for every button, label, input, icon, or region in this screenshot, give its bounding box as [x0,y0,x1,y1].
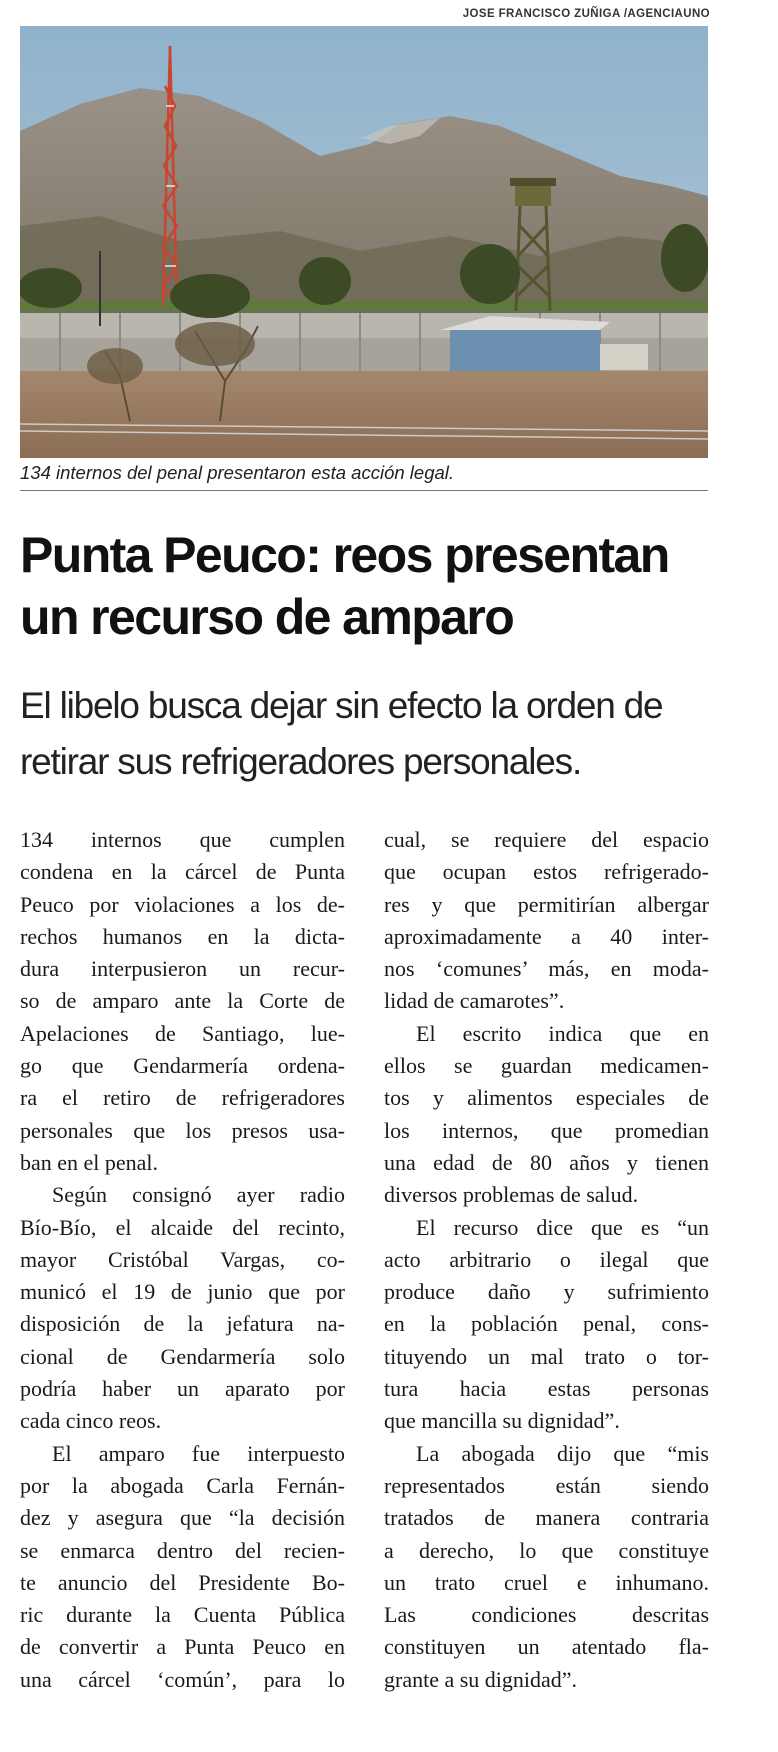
text-line: Apelaciones de Santiago, lue- [20,1020,345,1046]
text-line: que mancilla su dignidad”. [384,1408,620,1434]
paragraph [384,824,709,1018]
text-line: ric durante la Cuenta Pública [20,1602,345,1628]
paragraph [384,1018,709,1212]
article-headline [20,524,720,648]
photo-caption: 134 internos del penal presentaron esta acción legal. [20,462,708,491]
text-line: produce daño y sufrimiento [384,1279,709,1305]
paragraph [20,824,345,1179]
paragraph [384,1212,709,1438]
text-line: go que Gendarmería ordena- [20,1053,345,1079]
text-line: tratados de manera contraria [384,1505,709,1531]
text-line: dez y asegura que “la decisión [20,1505,345,1531]
text-line: representados están siendo [384,1472,709,1498]
text-line: constituyen un atentado fla- [384,1634,709,1660]
photo-credit: JOSE FRANCISCO ZUÑIGA /AGENCIAUNO [462,8,710,20]
text-line: ban en el penal. [20,1149,159,1175]
subhead-line: retirar sus refrigeradores personales. [20,741,582,782]
text-line: dura interpusieron un recur- [20,956,345,982]
text-line: ellos se guardan medicamen- [384,1053,709,1079]
text-line: acto arbitrario o ilegal que [384,1246,709,1272]
text-line: diversos problemas de salud. [384,1182,639,1208]
text-line: personales que los presos usa- [20,1117,345,1143]
text-line: un trato cruel e inhumano. [384,1569,709,1595]
text-line: se enmarca dentro del recien- [20,1537,345,1563]
text-line: municó el 19 de junio que por [20,1279,345,1305]
text-line: que ocupan estos refrigerado- [384,859,709,885]
text-line: Peuco por violaciones a los de- [20,891,345,917]
text-line: Bío-Bío, el alcaide del recinto, [20,1214,345,1240]
article-column-right [384,824,709,1696]
text-line: cional de Gendarmería solo [20,1343,345,1369]
headline-line: Punta Peuco: reos presentan [20,527,669,583]
text-line: grante a su dignidad”. [384,1666,578,1692]
headline-line: un recurso de amparo [20,589,514,645]
prison-photo [20,26,708,458]
text-line: una edad de 80 años y tienen [384,1149,709,1175]
text-line: Las condiciones descritas [384,1602,709,1628]
text-line: so de amparo ante la Corte de [20,988,345,1014]
text-line: nos ‘comunes’ más, en moda- [384,956,709,982]
text-line: tura hacia estas personas [384,1376,709,1402]
text-line: Según consignó ayer radio [52,1182,345,1208]
text-line: a derecho, lo que constituye [384,1537,709,1563]
paragraph [20,1438,345,1696]
text-line: El escrito indica que en [416,1020,709,1046]
text-line: El amparo fue interpuesto [52,1440,345,1466]
text-line: res y que permitirían albergar [384,891,709,917]
text-line: los internos, que promedian [384,1117,709,1143]
text-line: de convertir a Punta Peuco en [20,1634,345,1660]
text-line: condena en la cárcel de Punta [20,859,345,885]
paragraph [384,1438,709,1696]
text-line: una cárcel ‘común’, para lo [20,1666,345,1692]
text-line: disposición de la jefatura na- [20,1311,345,1337]
subhead-line: El libelo busca dejar sin efecto la orden de [20,685,663,726]
text-line: cual, se requiere del espacio [384,827,709,852]
paragraph [20,1179,345,1437]
text-line: en la población penal, cons- [384,1311,709,1337]
text-line: tituyendo un mal trato o tor- [384,1343,709,1369]
text-line: ra el retiro de refrigeradores [20,1085,345,1111]
article-column-left [20,824,345,1696]
text-line: por la abogada Carla Fernán- [20,1472,345,1498]
article-subheadline [20,678,720,790]
text-line: El recurso dice que es “un [416,1214,709,1240]
text-line: podría haber un aparato por [20,1376,345,1402]
text-line: rechos humanos en la dicta- [20,923,345,949]
text-line: cada cinco reos. [20,1408,162,1434]
text-line: lidad de camarotes”. [384,988,565,1014]
text-line: te anuncio del Presidente Bo- [20,1569,345,1595]
text-line: tos y alimentos especiales de [384,1085,709,1111]
text-line: La abogada dijo que “mis [416,1440,709,1466]
text-line: 134 internos que cumplen [20,827,345,852]
text-line: aproximadamente a 40 inter- [384,923,709,949]
text-line: mayor Cristóbal Vargas, co- [20,1246,345,1272]
